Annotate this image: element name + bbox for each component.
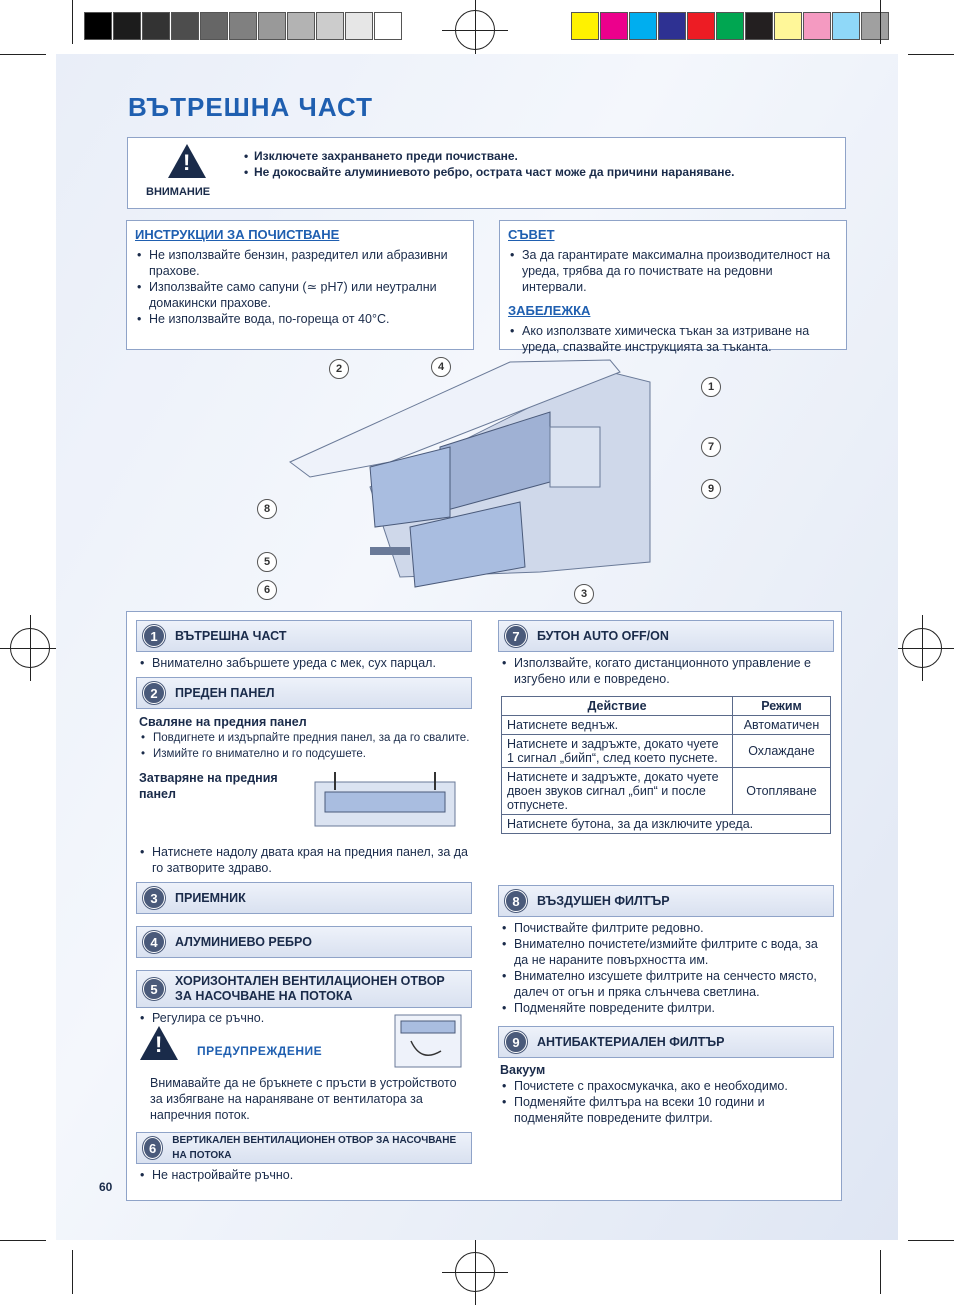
color-swatch [687,12,715,40]
section-number: 6 [143,1137,162,1159]
list-item: • Не използвайте вода, по-гореща от 40°C. [135,311,465,327]
registration-mark-left [10,628,50,668]
table-row [502,716,831,735]
color-swatch [171,12,199,40]
callout-3: 3 [574,584,594,604]
color-swatch [84,12,112,40]
crop-mark [908,1240,954,1241]
section-header-4 [136,926,472,958]
list-item: • За да гарантирате максимална производителност на уреда, трябва да го почиствате на редовни интервали. [508,247,838,295]
callout-4: 4 [431,357,451,377]
section-header-7 [498,620,834,652]
section-header-2 [136,677,472,709]
list-item: • Подменяйте филтъра на всеки 10 години и подменяйте повредените филтри. [500,1094,834,1126]
callout-1: 1 [701,377,721,397]
callout-8: 8 [257,499,277,519]
section-title: ВЪТРЕШНА ЧАСТ [175,628,287,643]
section-number: 4 [143,931,165,953]
caution-box [127,137,846,209]
crop-mark [880,0,881,44]
color-swatch [200,12,228,40]
callout-5: 5 [257,552,277,572]
list-item: • Натиснете надолу двата края на предния панел, за да го затворите здраво. [138,844,472,876]
subheading: Затваряне на предния панел [139,771,278,801]
table-cell: Натиснете и задръжте, докато чуете двоен звуков сигнал „бип“ и после отпуснете. [502,768,733,815]
section-header-8 [498,885,834,917]
warning-icon: ! [168,144,206,178]
table-cell: Охлаждане [733,735,831,768]
grayscale-color-bar [84,12,403,40]
subheading: Вакуум [500,1063,546,1077]
section-number: 9 [505,1031,527,1053]
callout-6: 6 [257,580,277,600]
color-swatch [629,12,657,40]
crop-mark [908,54,954,55]
table-cell: Натиснете и задръжте, докато чуете 1 сигнал „бийп“, след което пуснете. [502,735,733,768]
section-number: 5 [143,978,165,1000]
callout-2: 2 [329,359,349,379]
section-header-6 [136,1132,472,1164]
list-item: • Не настройвайте ръчно. [138,1167,472,1183]
section-number: 8 [505,890,527,912]
list-item: • Почистете с прахосмукачка, ако е необходимо. [500,1078,834,1094]
color-swatch [745,12,773,40]
section-title: ПРЕДЕН ПАНЕЛ [175,685,275,700]
page-number: 60 [99,1180,113,1194]
louver-adjust-illustration [393,1013,463,1069]
section-title: БУТОН AUTO OFF/ON [537,628,669,643]
list-item: • Ако използвате химическа тъкан за изтриване на уреда, спазвайте инструкцията за тъканта. [508,323,838,355]
section-number: 1 [143,625,165,647]
section-header-9 [498,1026,834,1058]
note-title: ЗАБЕЛЕЖКА [508,303,591,318]
list-item: • Не използвайте бензин, разредител или абразивни прахове. [135,247,465,279]
table-cell: Автоматичен [733,716,831,735]
section-title: ХОРИЗОНТАЛЕН ВЕНТИЛАЦИОНЕН ОТВОР ЗА НАСОЧВАНЕ НА ПОТОКА [175,974,445,1003]
color-swatch [345,12,373,40]
tip-title: СЪВЕТ [508,227,555,242]
registration-mark-bottom [455,1252,495,1292]
section-title: АНТИБАКТЕРИАЛЕН ФИЛТЪР [537,1034,725,1049]
section-title: ПРИЕМНИК [175,890,246,905]
table-cell: Натиснете веднъж. [502,716,733,735]
section-header-5 [136,970,472,1008]
color-swatch [774,12,802,40]
color-swatch [374,12,402,40]
list-item: • Внимателно почистете/измийте филтрите с вода, за да не нараните повърхността им. [500,936,834,968]
table-row [502,815,831,834]
warning-label: ПРЕДУПРЕЖДЕНИЕ [197,1044,323,1058]
table-row [502,768,831,815]
list-item: • Измийте го внимателно и го подсушете. [139,746,473,762]
list-item: • Внимателно забършете уреда с мек, сух парцал. [138,655,472,671]
registration-mark-right [902,628,942,668]
color-swatch [832,12,860,40]
crop-mark [72,1250,73,1294]
list-item: • Използвайте само сапуни (≃ pH7) или неутрални домакински прахове. [135,279,465,311]
closing-panel-illustration [305,768,465,834]
indoor-unit-diagram [250,352,730,602]
color-swatch [113,12,141,40]
auto-button-table [501,696,831,834]
color-swatch [571,12,599,40]
caution-label: ВНИМАНИЕ [146,186,211,198]
callout-9: 9 [701,479,721,499]
color-swatch [803,12,831,40]
table-header: Действие [502,697,733,716]
table-cell: Натиснете бутона, за да изключите уреда. [502,815,831,834]
color-swatch [258,12,286,40]
color-swatch [716,12,744,40]
color-swatch [287,12,315,40]
section-number: 7 [505,625,527,647]
section-header-3 [136,882,472,914]
color-swatch [658,12,686,40]
list-item: • Подменяйте повредените филтри. [500,1000,834,1016]
subheading: Сваляне на предния панел [139,715,307,729]
crop-mark [72,0,73,44]
tip-box [499,220,847,354]
list-item: • Използвайте, когато дистанционното управление е изгубено или е повредено. [500,655,834,687]
color-swatch [316,12,344,40]
warning-text: Внимавайте да не бръкнете с пръсти в устройството за избягване на нараняване от вентилатора за напречния поток. [150,1076,457,1122]
section-header-1 [136,620,472,652]
crop-mark [0,1240,46,1241]
callout-7: 7 [701,437,721,457]
crop-mark [880,1250,881,1294]
cleaning-title: ИНСТРУКЦИИ ЗА ПОЧИСТВАНЕ [135,227,340,242]
section-number: 3 [143,887,165,909]
table-cell: Отопляване [733,768,831,815]
section-title: ВЪЗДУШЕН ФИЛТЪР [537,893,670,908]
crop-mark [0,54,46,55]
page-title: ВЪТРЕШНА ЧАСТ [128,92,373,122]
horizontal-louver [370,547,410,555]
section-title: АЛУМИНИЕВО РЕБРО [175,934,312,949]
color-swatch [229,12,257,40]
section-title: ВЕРТИКАЛЕН ВЕНТИЛАЦИОНЕН ОТВОР ЗА НАСОЧВАНЕ НА ПОТОКА [172,1135,457,1161]
list-item: • Регулира се ръчно. [138,1010,378,1026]
caution-item: • Не докосвайте алуминиевото ребро, острата част може да причини нараняване. [244,165,735,179]
section-number: 2 [143,682,165,704]
color-swatch [142,12,170,40]
list-item: • Почиствайте филтрите редовно. [500,920,834,936]
list-item: • Повдигнете и издърпайте предния панел, за да го свалите. [139,730,473,746]
caution-item: • Изключете захранването преди почистване. [244,149,518,163]
process-color-bar [571,12,890,40]
table-row [502,735,831,768]
color-swatch [600,12,628,40]
list-item: • Внимателно изсушете филтрите на сенчесто място, далеч от огън и пряка слънчева светлина. [500,968,834,1000]
warning-icon: ! [140,1026,178,1060]
color-swatch [861,12,889,40]
registration-mark-top [455,10,495,50]
table-header: Режим [733,697,831,716]
cleaning-instructions-box [126,220,474,350]
